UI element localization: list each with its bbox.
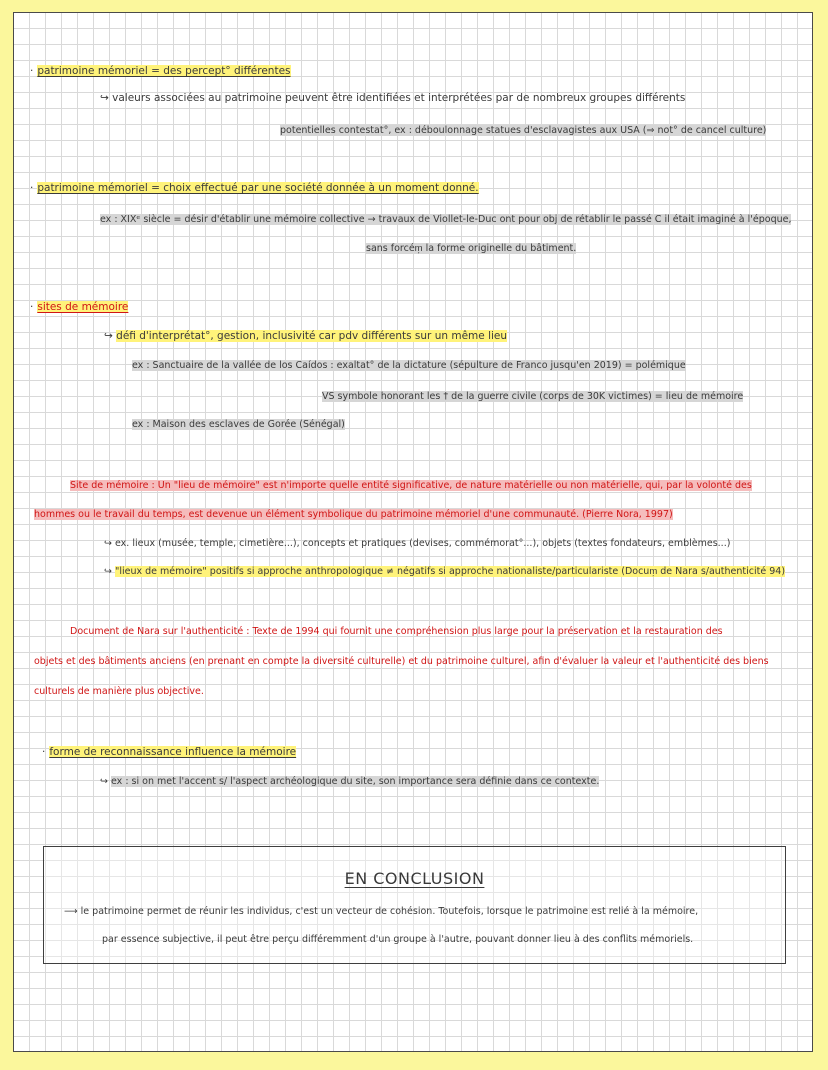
bullet-icon: · [30, 301, 34, 313]
definition-continuation: culturels de manière plus objective. [34, 686, 204, 697]
note-example: ex : Maison des esclaves de Gorée (Sénégal) [132, 419, 345, 430]
conclusion-title: EN CONCLUSION [344, 869, 485, 888]
note-line-4 [30, 181, 479, 195]
note-line-5 [100, 213, 791, 227]
heading-forme-reconnaissance: forme de reconnaissance influence la mémoire [49, 746, 297, 758]
conclusion-text: le patrimoine permet de réunir les individus, c'est un vecteur de cohésion. Toutefois, lorsque le patrimoine est relié à la mémoire, [80, 906, 699, 917]
note-line-1 [30, 64, 291, 78]
note-text: "lieux de mémoire" positifs si approche anthropologique ≠ négatifs si approche nationaliste/particulariste (Docum᷊ de Nara s/authenticité 94) [115, 566, 786, 577]
note-line-11 [132, 418, 345, 432]
note-line-9 [132, 359, 686, 373]
note-line-20 [100, 775, 599, 789]
bullet-icon: · [42, 746, 46, 758]
note-example: potentielles contestat°, ex : déboulonnage statues d'esclavagistes aux USA (⇒ not° de cancel culture) [280, 125, 767, 136]
note-line-16 [70, 625, 723, 639]
note-line-3 [280, 124, 766, 138]
definition-site-de-memoire: Site de mémoire : Un "lieu de mémoire" est n'importe quelle entité significative, de nature matérielle ou non matérielle, qui, par la volonté des [70, 480, 752, 491]
definition-continuation: objets et des bâtiments anciens (en prenant en compte la diversité culturelle) et du patrimoine culturel, afin d'évaluer la valeur et l'authenticité des biens [34, 656, 769, 667]
hook-arrow-icon: ↪ [104, 538, 112, 549]
hook-arrow-icon: ↪ [104, 330, 113, 342]
conclusion-line-2 [102, 933, 693, 947]
conclusion-line-1 [64, 905, 698, 919]
note-example: ex : Sanctuaire de la vallée de los Caídos : exaltat° de la dictature (sépulture de Franco jusqu'en 2019) = polémique [132, 360, 686, 371]
definition-continuation: hommes ou le travail du temps, est devenue un élément symbolique du patrimoine mémoriel d'une communauté. (Pierre Nora, 1997) [34, 509, 673, 520]
note-example: ex : XIXᵉ siècle = désir d'établir une mémoire collective → travaux de Viollet-le-Duc ont pour obj de rétablir le passé C il était imaginé à l'époque, [100, 214, 792, 225]
hook-arrow-icon: ↪ [104, 566, 112, 577]
note-line-2 [100, 91, 685, 105]
note-line-6 [366, 242, 576, 256]
heading-sites-de-memoire: sites de mémoire [37, 301, 129, 313]
note-line-12 [70, 479, 752, 493]
note-example: ex : si on met l'accent s/ l'aspect archéologique du site, son importance sera définie dans ce contexte. [111, 776, 600, 787]
hook-arrow-icon: ↪ [100, 92, 109, 104]
notebook-page [13, 12, 813, 1052]
note-line-17 [34, 655, 769, 669]
heading-choix-societe: patrimoine mémoriel = choix effectué par une société donnée à un moment donné. [37, 182, 479, 194]
note-line-7 [30, 300, 128, 314]
conclusion-text: par essence subjective, il peut être perçu différemment d'un groupe à l'autre, pouvant donner lieu à des conflits mémoriels. [102, 934, 694, 945]
note-text: sans forcém᷊ la forme originelle du bâtiment. [366, 243, 577, 254]
note-line-15 [104, 565, 785, 579]
right-arrow-icon: ⟶ [64, 906, 78, 917]
note-line-18 [34, 685, 204, 699]
note-example: ex. lieux (musée, temple, cimetière...), concepts et pratiques (devises, commémorat°...), objets (textes fondateurs, emblèmes...) [115, 538, 731, 549]
note-line-8 [104, 329, 507, 343]
note-text: valeurs associées au patrimoine peuvent être identifiées et interprétées par de nombreux groupes différents [112, 92, 686, 104]
conclusion-box [43, 846, 786, 964]
note-line-10 [322, 390, 743, 404]
note-line-19 [42, 745, 296, 759]
note-line-13 [34, 508, 673, 522]
definition-document-de-nara: Document de Nara sur l'authenticité : Texte de 1994 qui fournit une compréhension plus large pour la préservation et la restauration des [70, 626, 723, 637]
note-line-14 [104, 537, 730, 551]
note-text: défi d'interprétat°, gestion, inclusivité car pdv différents sur un même lieu [116, 330, 508, 342]
note-text: VS symbole honorant les † de la guerre civile (corps de 30K victimes) = lieu de mémoire [322, 391, 744, 402]
bullet-icon: · [30, 65, 34, 77]
bullet-icon: · [30, 182, 34, 194]
hook-arrow-icon: ↪ [100, 776, 108, 787]
heading-patrimoine-memoriel-percept: patrimoine mémoriel = des percept° différentes [37, 65, 291, 77]
